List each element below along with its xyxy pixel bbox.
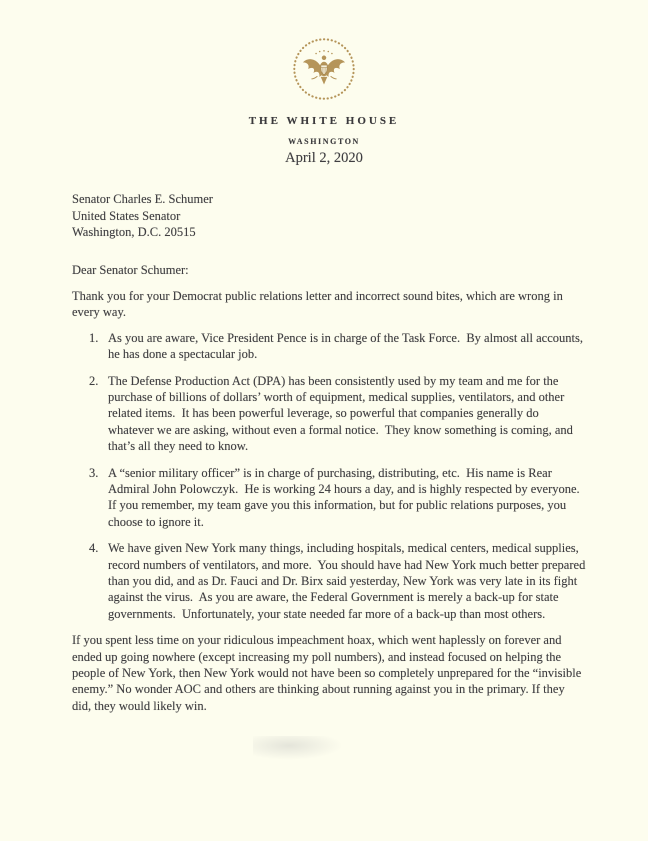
closing-paragraph: If you spent less time on your ridiculous impeachment hoax, which went haplessly on forever and ended up going nowhere (except increasing my poll numbers), and instead focused on helping the people of New York, then New York would not have been so completely unprepared for the “invisible enemy.” No wonder AOC and others are thinking about running against you in the primary. If they did, they would likely win.	[72, 633, 585, 713]
salutation: Dear Senator Schumer:	[72, 262, 189, 277]
recipient-address-block	[72, 191, 586, 241]
list-item-number: 4.	[89, 541, 99, 556]
recipient-title: United States Senator	[72, 208, 181, 223]
list-item-text: As you are aware, Vice President Pence is in charge of the Task Force. By almost all accounts, he has done a spectacular job.	[108, 330, 587, 362]
list-item-text: We have given New York many things, including hospitals, medical centers, medical supplies, record numbers of ventilators, and more. You should have had New York much better prepared than you did, and as Dr. Fauci and Dr. Birx said yesterday, New York was very late in its fight against the virus. As you are aware, the Federal Government is merely a back-up for state governments. Unfortunately, your state needed far more of a back-up than most others.	[108, 541, 589, 621]
letter-date: April 2, 2020	[285, 150, 363, 166]
list-item-number: 1.	[89, 330, 99, 345]
list-item-2	[89, 373, 586, 455]
presidential-seal-icon	[0, 36, 648, 102]
list-item-1	[89, 330, 586, 363]
numbered-list	[0, 330, 648, 623]
list-item-3	[89, 465, 586, 531]
recipient-city-zip: Washington, D.C. 20515	[72, 225, 196, 239]
recipient-name: Senator Charles E. Schumer	[72, 192, 213, 206]
list-item-text: The Defense Production Act (DPA) has been consistently used by my team and me for the purchase of billions of dollars’ worth of equipment, medical supplies, ventilators, and other related items. It has been powerful leverage, so powerful that companies generally do whatever we are asking, without even a formal notice. They know something is coming, and that’s all they need to know.	[108, 373, 577, 454]
scan-smudge-artifact	[253, 736, 343, 760]
list-item-number: 2.	[89, 373, 99, 388]
list-item-4	[89, 540, 589, 622]
opening-paragraph: Thank you for your Democrat public relations letter and incorrect sound bites, which are wrong in every way.	[72, 288, 566, 320]
letterhead-location: WASHINGTON	[288, 137, 360, 146]
list-item-text: A “senior military officer” is in charge of purchasing, distributing, etc. His name is Rear Admiral John Polowczyk. He is working 24 hours a day, and is highly respected by everyone. If you remember, my team gave you this information, but for public relations purposes, you choose to ignore it.	[108, 465, 586, 529]
list-item-number: 3.	[89, 465, 99, 480]
letterhead-organization: THE WHITE HOUSE	[248, 115, 400, 127]
letterhead	[0, 0, 648, 167]
